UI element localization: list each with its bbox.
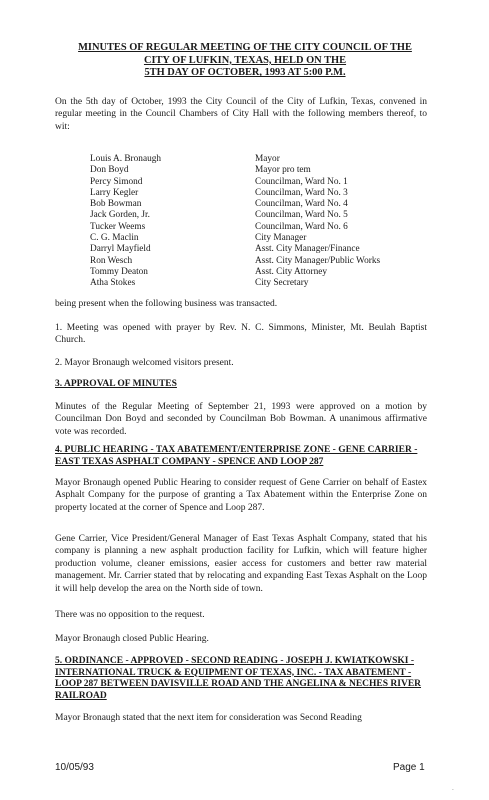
- member-title: Mayor: [255, 154, 280, 164]
- title-line-1: MINUTES OF REGULAR MEETING OF THE CITY COUNCIL OF THE: [78, 42, 412, 53]
- member-name: Darryl Mayfield: [90, 244, 151, 255]
- item-3-heading: 3. APPROVAL OF MINUTES: [55, 379, 177, 389]
- roster-row: [90, 244, 430, 255]
- member-title: Councilman, Ward No. 3: [255, 187, 348, 198]
- roster-row: [90, 267, 430, 278]
- roster-row: [90, 256, 430, 267]
- member-title: Councilman, Ward No. 1: [255, 176, 348, 187]
- item-4-heading: 4. PUBLIC HEARING - TAX ABATEMENT/ENTERPRISE ZONE - GENE CARRIER - EAST TEXAS ASPHALT COMPANY - SPENCE AND LOOP 287: [55, 445, 418, 467]
- roster-row: [90, 177, 430, 188]
- roster-row: [90, 233, 430, 244]
- member-name: Ron Wesch: [90, 255, 133, 266]
- footer-date: 10/05/93: [55, 762, 94, 773]
- member-title: Councilman, Ward No. 6: [255, 221, 348, 232]
- item-5-text: Mayor Bronaugh stated that the next item for consideration was Second Reading: [55, 713, 362, 723]
- item-4-hearing-closed: Mayor Bronaugh closed Public Hearing.: [55, 634, 209, 644]
- member-name: Jack Gorden, Jr.: [90, 210, 150, 221]
- member-title: Asst. City Manager/Finance: [255, 244, 360, 255]
- title-line-2: CITY OF LUFKIN, TEXAS, HELD ON THE: [143, 54, 347, 66]
- member-title: Mayor pro tem: [255, 165, 311, 176]
- member-name: C. G. Maclin: [90, 233, 139, 244]
- item-1-prayer: 1. Meeting was opened with prayer by Rev. N. C. Simmons, Minister, Mt. Beulah Baptist Church.: [55, 323, 427, 346]
- member-name: Louis A. Bronaugh: [90, 154, 162, 164]
- item-4-paragraph-1: Mayor Bronaugh opened Public Hearing to consider request of Gene Carrier on behalf of Eastex Asphalt Company for the purpose of granting a Tax Abatement within the Enterprise Zone on property located at the corner of Spence and Loop 287.: [55, 478, 427, 513]
- member-name: Atha Stokes: [90, 278, 136, 289]
- member-name: Bob Bowman: [90, 199, 142, 210]
- member-name: Percy Simond: [90, 176, 143, 187]
- item-2-welcome: 2. Mayor Bronaugh welcomed visitors present.: [55, 358, 234, 368]
- item-4-no-opposition: There was no opposition to the request.: [55, 610, 205, 620]
- roster-row: [90, 165, 430, 176]
- member-title: Asst. City Attorney: [255, 266, 328, 277]
- member-title: Councilman, Ward No. 5: [255, 210, 348, 221]
- document-title: [40, 42, 450, 80]
- member-name: Tucker Weems: [90, 221, 146, 232]
- member-title: Councilman, Ward No. 4: [255, 199, 348, 210]
- item-5-heading: 5. ORDINANCE - APPROVED - SECOND READING - JOSEPH J. KWIATKOWSKI - INTERNATIONAL TRUCK & EQUIPMENT OF TEXAS, INC. - TAX ABATEMENT - LOOP 287 BETWEEN DAVISVILLE ROAD AND THE ANGELINA & NECHES RIVER RAILROAD: [55, 656, 422, 701]
- item-3-text: Minutes of the Regular Meeting of September 21, 1993 were approved on a motion by Councilman Don Boyd and seconded by Councilman Bob Bowman. A unanimous affirmative vote was recorded.: [55, 402, 427, 437]
- member-name: Tommy Deaton: [90, 266, 148, 277]
- member-title: Asst. City Manager/Public Works: [255, 255, 381, 266]
- member-title: City Manager: [255, 233, 307, 244]
- scan-mark: -: [452, 788, 454, 793]
- item-4-paragraph-2: Gene Carrier, Vice President/General Manager of East Texas Asphalt Company, stated that his company is planning a new asphalt production facility for Lufkin, which will feature higher production volume, cleaner emissions, easier access for customers and better raw material management. Mr. Carrier stated that by relocating and expanding East Texas Asphalt on the Loop it will help develop the area on the North side of town.: [55, 534, 427, 594]
- quorum-statement: being present when the following business was transacted.: [55, 299, 278, 309]
- title-line-3: 5TH DAY OF OCTOBER, 1993 AT 5:00 P.M.: [144, 67, 346, 79]
- roster-row: [90, 188, 430, 199]
- roster-row: [90, 199, 430, 210]
- roster-row: [90, 222, 430, 233]
- intro-paragraph: On the 5th day of October, 1993 the City Council of the City of Lufkin, Texas, convened in regular meeting in the Council Chambers of City Hall with the following members thereof, to wit:: [55, 97, 427, 132]
- roster-row: [90, 278, 430, 289]
- member-name: Larry Kegler: [90, 187, 139, 198]
- attendance-roster: [90, 154, 430, 290]
- member-name: Don Boyd: [90, 165, 129, 176]
- roster-row: [90, 154, 430, 165]
- footer-page-number: Page 1: [393, 762, 425, 773]
- roster-row: [90, 210, 430, 221]
- member-title: City Secretary: [255, 278, 309, 289]
